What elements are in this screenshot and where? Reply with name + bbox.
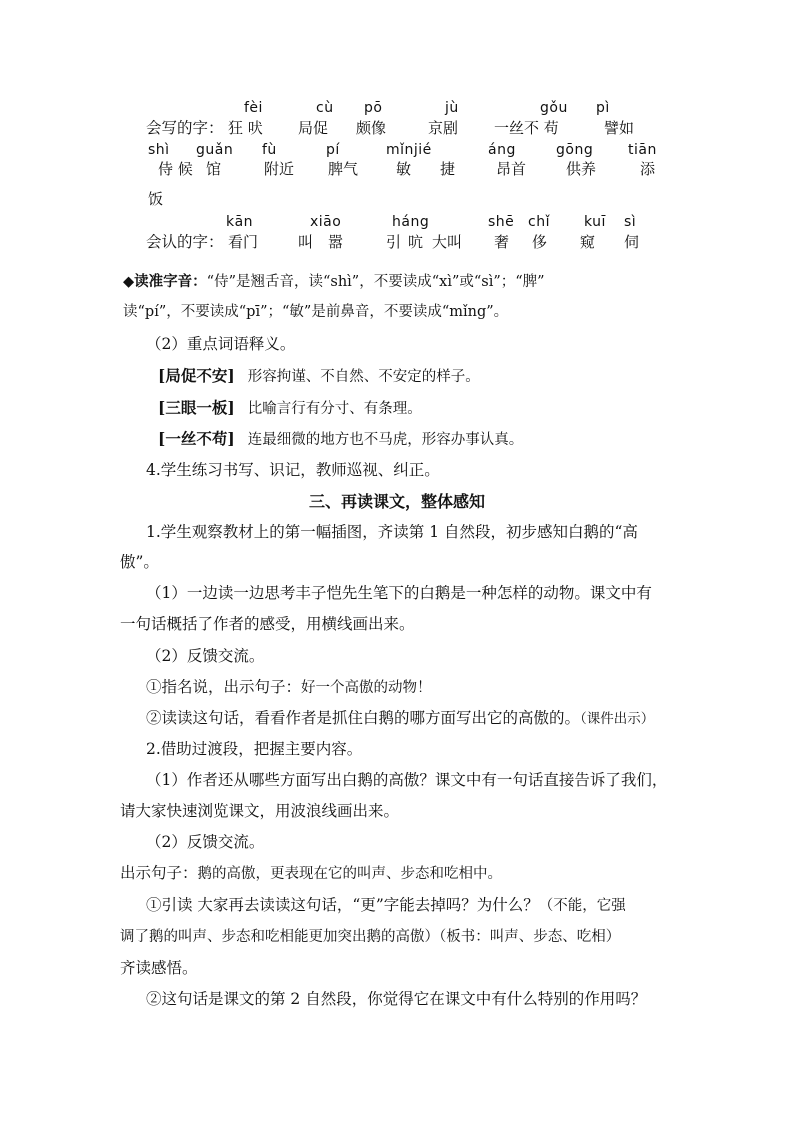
word-min: 敏 [396,160,412,178]
paragraph-5-text: ②读读这句话，看看作者是抓住白鹅的哪方面写出它的高傲的。 [146,709,581,727]
pinyin-tian: tiān [628,142,657,158]
vocab-item-1 [158,364,480,386]
word-si: 伺 [624,233,640,251]
pinyin-ang: áng [488,142,516,158]
pinyin-kui: kuī [584,214,606,230]
pinyin-gou: gǒu [540,100,568,116]
pinyin-si: sì [624,214,637,230]
vocab-heading: （2）重点词语释义。 [146,335,296,353]
pinyin-pi: pì [596,100,610,116]
paragraph-7b: 请大家快速浏览课文，用波浪线画出来。 [120,802,400,820]
pinyin-xiao: xiāo [310,214,342,230]
paragraph-4 [146,675,432,697]
paragraph-5 [146,706,654,728]
step-4: 4.学生练习书写、识记，教师巡视、纠正。 [146,461,440,479]
paragraph-7a: （1）作者还从哪些方面写出白鹅的高傲？课文中有一句话直接告诉了我们， [146,771,668,789]
pronunciation-line2: 读“pí”，不要读成“pī”；“敏”是前鼻音，不要读成“mǐng”。 [123,304,509,320]
vocab-term: [一丝不苟] [158,429,235,448]
pinyin-kan: kān [226,214,254,230]
pronunciation-line1 [123,270,545,291]
section-title: 三、再读课文，整体感知 [308,492,485,511]
vocab-term: [三眼一板] [158,398,235,417]
pinyin-shi: shì [148,142,170,158]
paragraph-2b: 一句话概括了作者的感受，用横线画出来。 [120,615,415,633]
word-tian: 添 [640,160,656,178]
paragraph-10a [146,893,626,915]
vocab-def: 比喻言行有分寸、有条理。 [247,401,422,417]
word-gongyang: 供养 [566,160,597,178]
word-yisibugou: 一丝不 苟 [494,119,559,137]
pinyin-cu: cù [316,100,334,116]
paragraph-10a-text: ①引读 大家再去读读这句话，“更”字能去掉吗？为什么？ [146,896,539,914]
paragraph-2a: （1）一边读一边思考丰子恺先生笔下的白鹅是一种怎样的动物。课文中有 [146,584,652,602]
pinyin-pi2: pí [326,142,340,158]
paragraph-10c: 齐读感悟。 [120,959,198,977]
word-kanmen: 看门 [228,233,259,251]
pinyin-po: pō [364,100,383,116]
paragraph-10b: 调了鹅的叫声、步态和吃相能更加突出鹅的高傲）（板书：叫声、步态、吃相） [120,929,621,945]
word-hang: 吭 [408,233,424,251]
pinyin-fei: fèi [244,100,263,116]
paragraph-9 [120,861,502,883]
write-chars-label: 会写的字： [146,119,224,137]
word-jucu: 局促 [298,119,329,137]
pinyin-gong: gōng [556,142,594,158]
word-poxiang: 颇像 [356,119,387,137]
word-chi: 侈 [532,233,548,251]
word-guan: 馆 [206,160,222,178]
word-jie: 捷 [440,160,456,178]
vocab-item-2 [158,396,422,418]
word-kuangfei: 狂 吠 [228,119,263,137]
paragraph-9-quote: 鹅的高傲，更表现在它的叫声、步态和吃相中。 [197,866,503,882]
pinyin-chi: chǐ [528,214,550,230]
pinyin-fu: fù [262,142,277,158]
pinyin-hang: háng [392,214,430,230]
read-chars-label: 会认的字： [146,233,224,251]
word-jiao: 叫 [298,233,314,251]
pronunciation-lead: ◆读准字音： [123,273,207,290]
pinyin-minjie: mǐnjié [386,142,432,158]
word-jingju: 京剧 [428,119,459,137]
word-fujin: 附近 [264,160,295,178]
word-yin: 引 [386,233,402,251]
word-angshou: 昂首 [496,160,527,178]
pinyin-she: shē [488,214,515,230]
paragraph-1b: 傲”。 [120,553,159,571]
paragraph-4-quote: 好一个高傲的动物！ [301,680,432,696]
paragraph-3: （2）反馈交流。 [146,647,265,665]
paragraph-10a-note: （不能，它强 [538,898,626,914]
word-xiao: 嚣 [328,233,344,251]
paragraph-6: 2.借助过渡段，把握主要内容。 [146,740,363,758]
vocab-item-3 [158,427,523,449]
word-fan: 饭 [148,190,164,208]
word-dajiao: 大叫 [432,233,463,251]
word-piqi: 脾气 [328,160,359,178]
paragraph-5-note: （课件出示） [580,711,655,727]
pinyin-ju: jù [445,100,459,116]
word-shihou: 侍 候 [158,160,193,178]
word-piru: 譬如 [604,119,635,137]
paragraph-1a: 1.学生观察教材上的第一幅插图，齐读第 1 自然段，初步感知白鹅的“高 [146,523,638,541]
paragraph-9-lead: 出示句子： [120,864,198,882]
vocab-term: [局促不安] [158,366,235,385]
vocab-def: 连最细微的地方也不马虎，形容办事认真。 [247,432,524,448]
vocab-def: 形容拘谨、不自然、不安定的样子。 [247,369,480,385]
paragraph-4-lead: ①指名说，出示句子： [146,678,302,696]
word-kui: 窥 [580,233,596,251]
word-she: 奢 [494,233,510,251]
pronunciation-text1: “侍”是翘舌音，读“shì”，不要读成“xì”或“sì”；“脾” [206,274,545,290]
paragraph-11: ②这句话是课文的第 2 自然段，你觉得它在课文中有什么特别的作用吗？ [146,990,647,1008]
pinyin-guan: guǎn [196,142,234,158]
paragraph-8: （2）反馈交流。 [146,833,265,851]
